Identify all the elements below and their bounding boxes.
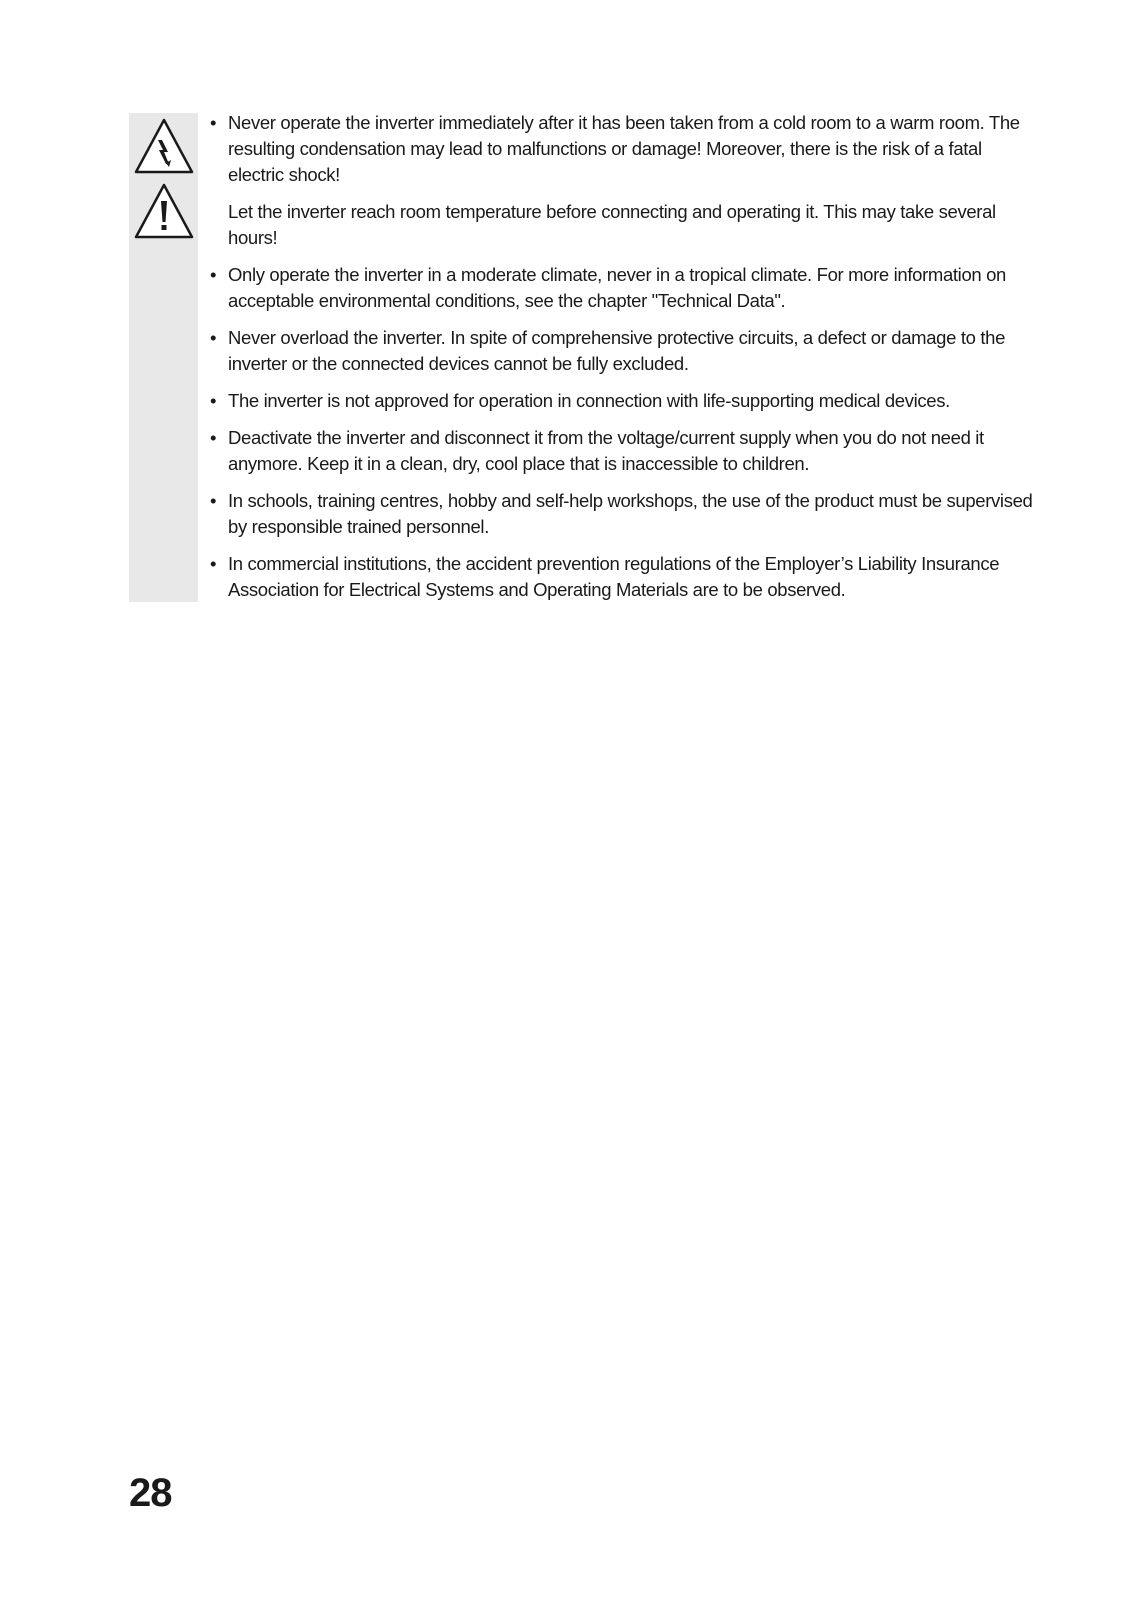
- list-item: [210, 110, 1036, 251]
- item-text: Only operate the inverter in a moderate climate, never in a tropical climate. For more information on acceptable environmental conditions, see the chapter "Technical Data".: [228, 264, 1006, 311]
- bullet: •: [210, 327, 217, 348]
- general-warning-icon: [133, 182, 195, 240]
- list-item: [210, 262, 1036, 314]
- bullet: •: [210, 553, 217, 574]
- item-text: Deactivate the inverter and disconnect it from the voltage/current supply when you do not need it anymore. Keep it in a clean, dry, cool place that is inaccessible to children.: [228, 427, 984, 474]
- warning-sidebar: [129, 113, 198, 602]
- list-item: [210, 325, 1036, 377]
- item-text: The inverter is not approved for operation in connection with life-supporting medical devices.: [228, 390, 950, 411]
- bullet: •: [210, 112, 217, 133]
- page-number: 28: [129, 1471, 172, 1515]
- item-text: Never overload the inverter. In spite of comprehensive protective circuits, a defect or damage to the inverter or the connected devices cannot be fully excluded.: [228, 327, 1006, 374]
- list-item: [210, 488, 1036, 540]
- item-text: In schools, training centres, hobby and self-help workshops, the use of the product must be supervised by responsible trained personnel.: [228, 490, 1033, 537]
- item-text: Let the inverter reach room temperature before connecting and operating it. This may take several hours!: [228, 201, 996, 248]
- list-item: [210, 388, 1036, 414]
- safety-instructions-list: [210, 110, 1036, 614]
- bullet: •: [210, 264, 217, 285]
- bullet: •: [210, 427, 217, 448]
- item-text: Never operate the inverter immediately after it has been taken from a cold room to a warm room. The resulting condensation may lead to malfunctions or damage! Moreover, there is the risk of a fatal electric shock!: [228, 112, 1020, 185]
- electric-shock-warning-icon: [133, 117, 195, 175]
- list-item: [210, 551, 1036, 603]
- item-text: In commercial institutions, the accident prevention regulations of the Employer’s Liability Insurance Association for Electrical Systems and Operating Materials are to be observed.: [228, 553, 1000, 600]
- list-item: [210, 425, 1036, 477]
- bullet: •: [210, 490, 217, 511]
- bullet: •: [210, 390, 217, 411]
